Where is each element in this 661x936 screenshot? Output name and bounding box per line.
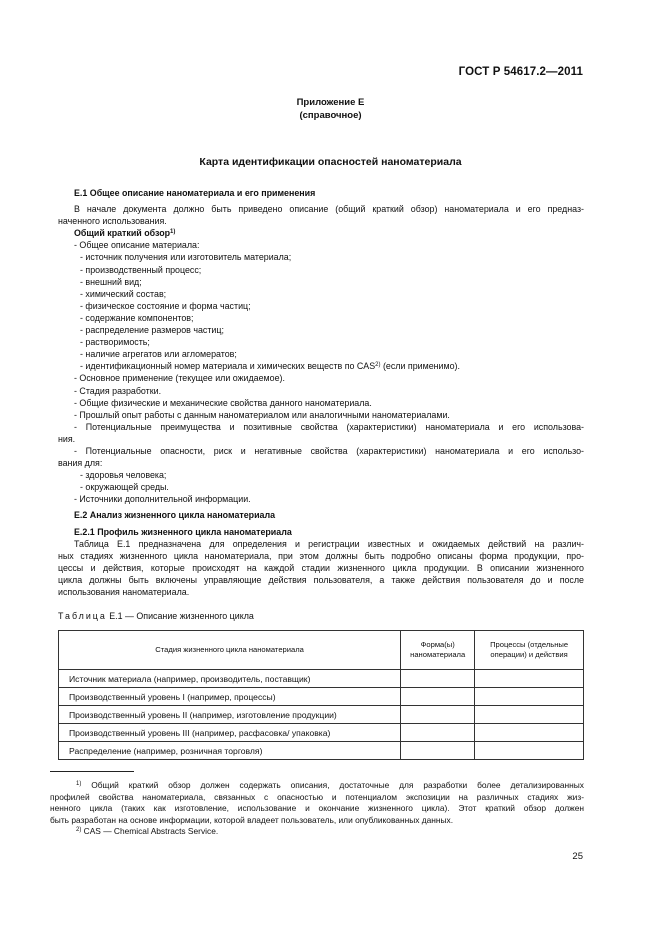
para-line: цикла должны быть включены управляющие действия пользователя, а также действия пользователя до и после (58, 574, 584, 585)
form-cell (401, 742, 475, 760)
sources: - Источники дополнительной информации. (74, 494, 251, 505)
general-description: - Общее описание материала: (74, 240, 200, 251)
table-caption-text: Е.1 — Описание жизненного цикла (106, 611, 254, 622)
benefits-line-2: ния. (58, 433, 76, 444)
description-item: - физическое состояние и форма частиц; (80, 300, 251, 311)
benefits-line-1: - Потенциальные преимущества и позитивные свойства (характеристики) наноматериала и его использова- (74, 421, 584, 432)
form-cell (401, 724, 475, 742)
stage-cell: Производственный уровень I (например, процессы) (59, 688, 401, 706)
section-e21-heading: Е.2.1 Профиль жизненного цикла наноматериала (74, 526, 292, 537)
page-number: 25 (572, 851, 583, 862)
properties: - Общие физические и механические свойства данного наноматериала. (74, 397, 372, 408)
footnote-2-text: CAS — Chemical Abstracts Service. (81, 826, 219, 837)
col-header-form-l1: Форма(ы) (420, 639, 455, 649)
col-header-proc-l1: Процессы (отдельные (490, 639, 569, 649)
hazard-item: - окружающей среды. (80, 482, 169, 493)
document-body (58, 187, 584, 760)
description-item: - источник получения или изготовитель материала; (80, 252, 292, 263)
description-item: - содержание компонентов; (80, 312, 194, 323)
table-row (59, 688, 584, 706)
footnote-1-line: профилей свойства наноматериала, связанных с опасностью и потенциалом экспозиции на различных стадиях жиз- (50, 791, 584, 802)
col-header-form-l2: наноматериала (410, 650, 466, 660)
intro-line-1: В начале документа должно быть приведено описание (общий краткий обзор) наноматериала и его предназ- (74, 204, 584, 215)
col-header-processes (475, 631, 584, 670)
footnotes (50, 780, 584, 838)
intro-line-2: наченного использования. (58, 216, 167, 227)
footnote-separator (50, 771, 134, 772)
footnote-1-line (50, 780, 584, 792)
main-use: - Основное применение (текущее или ожидаемое). (74, 373, 285, 384)
stage-cell: Распределение (например, розничная торговля) (59, 742, 401, 760)
table-header-row (59, 631, 584, 670)
cas-item (58, 360, 584, 372)
footnote-ref-2: 2) (375, 362, 381, 369)
hazards-line-2: вания для: (58, 458, 103, 469)
development-stage: - Стадия разработки. (74, 385, 162, 396)
section-e2-heading: Е.2 Анализ жизненного цикла наноматериала (74, 510, 276, 521)
description-item: - производственный процесс; (80, 264, 202, 275)
form-cell (401, 670, 475, 688)
appendix-heading (0, 96, 661, 122)
col-header-form (401, 631, 475, 670)
page-title: Карта идентификации опасностей наноматериала (199, 156, 462, 168)
standard-number: ГОСТ Р 54617.2—2011 (458, 66, 583, 78)
col-header-stage: Стадия жизненного цикла наноматериала (59, 631, 401, 670)
description-item: - распределение размеров частиц; (80, 325, 224, 336)
table-row (59, 724, 584, 742)
process-cell (475, 742, 584, 760)
footnote-ref-1: 1) (170, 229, 176, 236)
table-caption-word: Таблица (58, 611, 107, 622)
footnote-1-line: ненного цикла (таких как изготовление, использование и окончание жизненного цикла). Этот краткий обзор должен (50, 803, 584, 814)
para-line: цессы и действия, которые происходят на каждой стадии жизненного цикла продукции. В описании жизненного (58, 562, 584, 573)
form-cell (401, 706, 475, 724)
para-line-last: использования наноматериала. (58, 587, 190, 597)
appendix-label: Приложение Е (296, 97, 365, 108)
stage-cell: Производственный уровень III (например, расфасовка/ упаковка) (59, 724, 401, 742)
col-header-proc-l2: операции) и действия (490, 650, 568, 660)
description-item: - химический состав; (80, 288, 167, 299)
appendix-type: (справочное) (299, 110, 362, 121)
para-line: ных стадиях жизненного цикла наноматериала, при этом должны быть подробно описаны форма продукции, про- (58, 550, 584, 561)
description-item: - растворимость; (80, 337, 150, 348)
cas-item-suffix: (если применимо). (380, 361, 460, 372)
overview-title (58, 227, 584, 239)
lifecycle-table (58, 630, 584, 760)
process-cell (475, 706, 584, 724)
description-item: - наличие агрегатов или агломератов; (80, 349, 237, 360)
process-cell (475, 688, 584, 706)
table-row (59, 706, 584, 724)
process-cell (475, 670, 584, 688)
footnote-2-line (50, 826, 584, 838)
footnote-1-text: Общий краткий обзор должен содержать описания, достаточные для разработки более детализированных (81, 780, 584, 790)
description-item: - внешний вид; (80, 276, 142, 287)
hazards-line-1: - Потенциальные опасности, риск и негативные свойства (характеристики) наноматериала и его использо- (74, 445, 584, 456)
table-row (59, 670, 584, 688)
footnote-1-last: быть разработан на основе информации, которой владеет пользователь, или опубликованных данных. (50, 814, 454, 825)
stage-cell: Производственный уровень II (например, изготовление продукции) (59, 706, 401, 724)
cas-item-text: - идентификационный номер материала и химических веществ по CAS (80, 361, 376, 372)
table-row (59, 742, 584, 760)
stage-cell: Источник материала (например, производитель, поставщик) (59, 670, 401, 688)
footnote-1-mark: 1) (76, 781, 82, 787)
section-e1-heading: Е.1 Общее описание наноматериала и его применения (74, 188, 316, 198)
hazard-item: - здоровья человека; (80, 470, 167, 481)
para-line: Таблица Е.1 предназначена для определения и регистрации известных и ожидаемых действий на различ- (74, 538, 584, 549)
process-cell (475, 724, 584, 742)
table-caption (58, 610, 584, 622)
experience: - Прошлый опыт работы с данным наноматериалом или аналогичными наноматериалами. (74, 409, 450, 420)
overview-title-text: Общий краткий обзор (74, 228, 171, 239)
footnote-2-mark: 2) (76, 827, 82, 834)
form-cell (401, 688, 475, 706)
